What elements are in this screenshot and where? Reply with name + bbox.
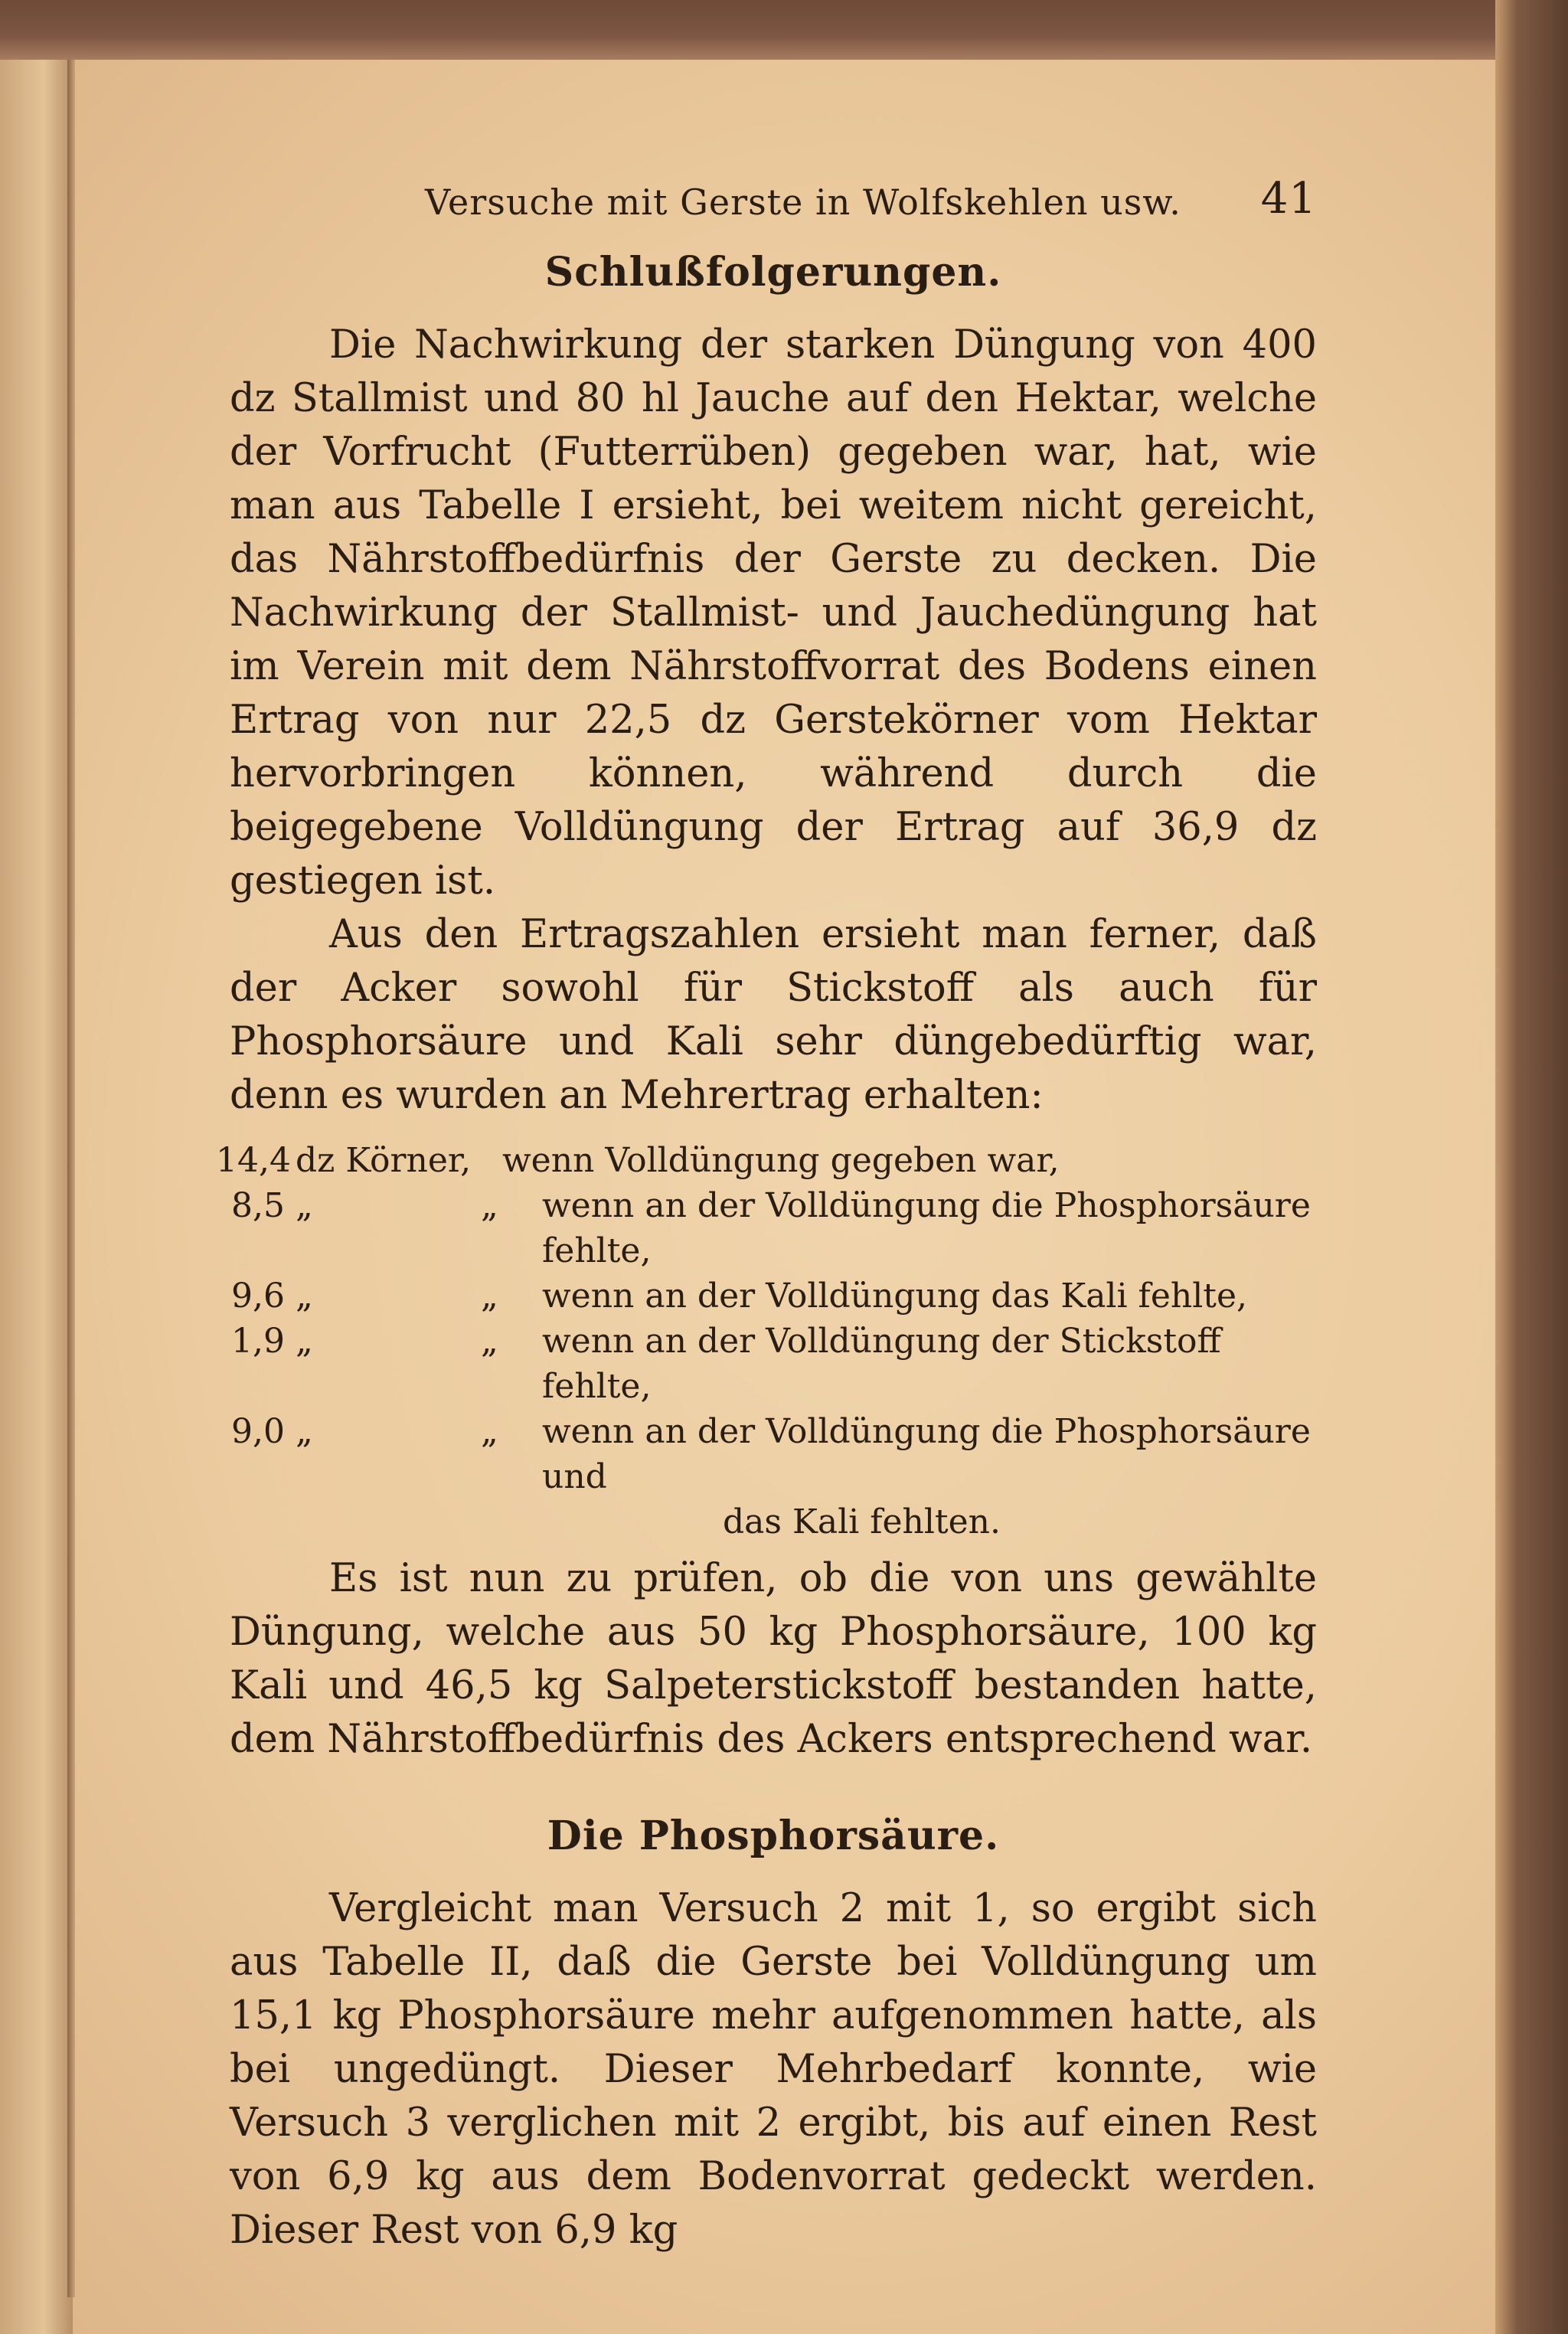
result-text: wenn an der Volldüngung das Kali fehlte,: [542, 1277, 1247, 1316]
paragraph: Aus den Ertragszahlen ersieht man ferner, daß der Acker sowohl für Stickstoff als auch für Phosphorsäure und Kali sehr düngebedürftig war, denn es wurden an Mehrertrag erhalten:: [230, 912, 1317, 1118]
list-item: [216, 1138, 1317, 1183]
paragraph: Vergleicht man Versuch 2 mit 1, so ergibt sich aus Tabelle II, daß die Gerste bei Volldüngung um 15,1 kg Phosphorsäure mehr aufgenommen hatte, als bei ungedüngt. Dieser Mehrbedarf konnte, wie Versuch 3 verglichen mit 2 ergibt, bis auf einen Rest von 6,9 kg aus dem Bodenvorrat gedeckt werden. Dieser Rest von 6,9 kg: [230, 1886, 1317, 2253]
left-page-edge: [0, 0, 73, 2334]
result-unit: „: [296, 1322, 313, 1361]
section-phosphoric-acid: [230, 1813, 1317, 2257]
result-text: wenn an der Volldüngung der Stickstoff fehlte,: [542, 1322, 1221, 1406]
list-item: [216, 1319, 1317, 1409]
result-value: 8,5: [231, 1186, 285, 1225]
result-value: 14,4: [216, 1141, 291, 1180]
ditto-mark: „: [481, 1412, 498, 1451]
text-block: [216, 165, 1317, 2257]
cover-edge-top: [0, 0, 1568, 60]
ditto-mark: „: [481, 1277, 498, 1316]
result-text: wenn an der Volldüngung die Phosphorsäure fehlte,: [542, 1186, 1311, 1270]
book-gutter: [67, 46, 75, 2297]
list-item: [216, 1183, 1317, 1273]
ditto-mark: „: [481, 1186, 498, 1225]
result-value: 9,0: [231, 1412, 285, 1451]
result-unit: dz Körner,: [296, 1141, 472, 1180]
paragraph: Es ist nun zu prüfen, ob die von uns gewählte Düngung, welche aus 50 kg Phosphorsäure, 100 kg Kali und 46,5 kg Salpeterstickstoff bestanden hatte, dem Nährstoffbedürfnis des Ackers entsprechend war.: [230, 1556, 1317, 1762]
result-text: wenn an der Volldüngung die Phosphorsäure und: [542, 1412, 1311, 1496]
ditto-mark: „: [481, 1322, 498, 1361]
result-value: 1,9: [231, 1322, 285, 1361]
result-continuation: das Kali fehlten.: [723, 1502, 1001, 1541]
result-value: 9,6: [231, 1277, 285, 1316]
running-title: Versuche mit Gerste in Wolfskehlen usw.: [425, 181, 1181, 223]
result-unit: „: [296, 1277, 313, 1316]
result-unit: „: [296, 1412, 313, 1451]
paragraph: Die Nachwirkung der starken Düngung von 400 dz Stallmist und 80 hl Jauche auf den Hektar, welche der Vorfrucht (Futterrüben) gegeben war, hat, wie man aus Tabelle I ersieht, bei weitem nicht gereicht, das Nährstoffbedürfnis der Gerste zu decken. Die Nachwirkung der Stallmist- und Jauchedüngung hat im Verein mit dem Nährstoffvorrat des Bodens einen Ertrag von nur 22,5 dz Gerstekörner vom Hektar hervorbringen können, während durch die beigegebene Volldüngung der Ertrag auf 36,9 dz gestiegen ist.: [230, 322, 1317, 904]
page-number: 41: [1260, 174, 1317, 224]
section-heading: Die Phosphorsäure.: [547, 1813, 1000, 1859]
section-conclusions: [216, 249, 1317, 1767]
running-head: [230, 165, 1317, 241]
yield-results-list: [216, 1138, 1317, 1545]
list-item: [216, 1273, 1317, 1319]
cover-edge-right: [1495, 0, 1568, 2334]
list-item: [216, 1409, 1317, 1499]
section-heading: Schlußfolgerungen.: [544, 249, 1002, 296]
result-text: wenn Volldüngung gegeben war,: [502, 1141, 1060, 1180]
result-unit: „: [296, 1186, 313, 1225]
